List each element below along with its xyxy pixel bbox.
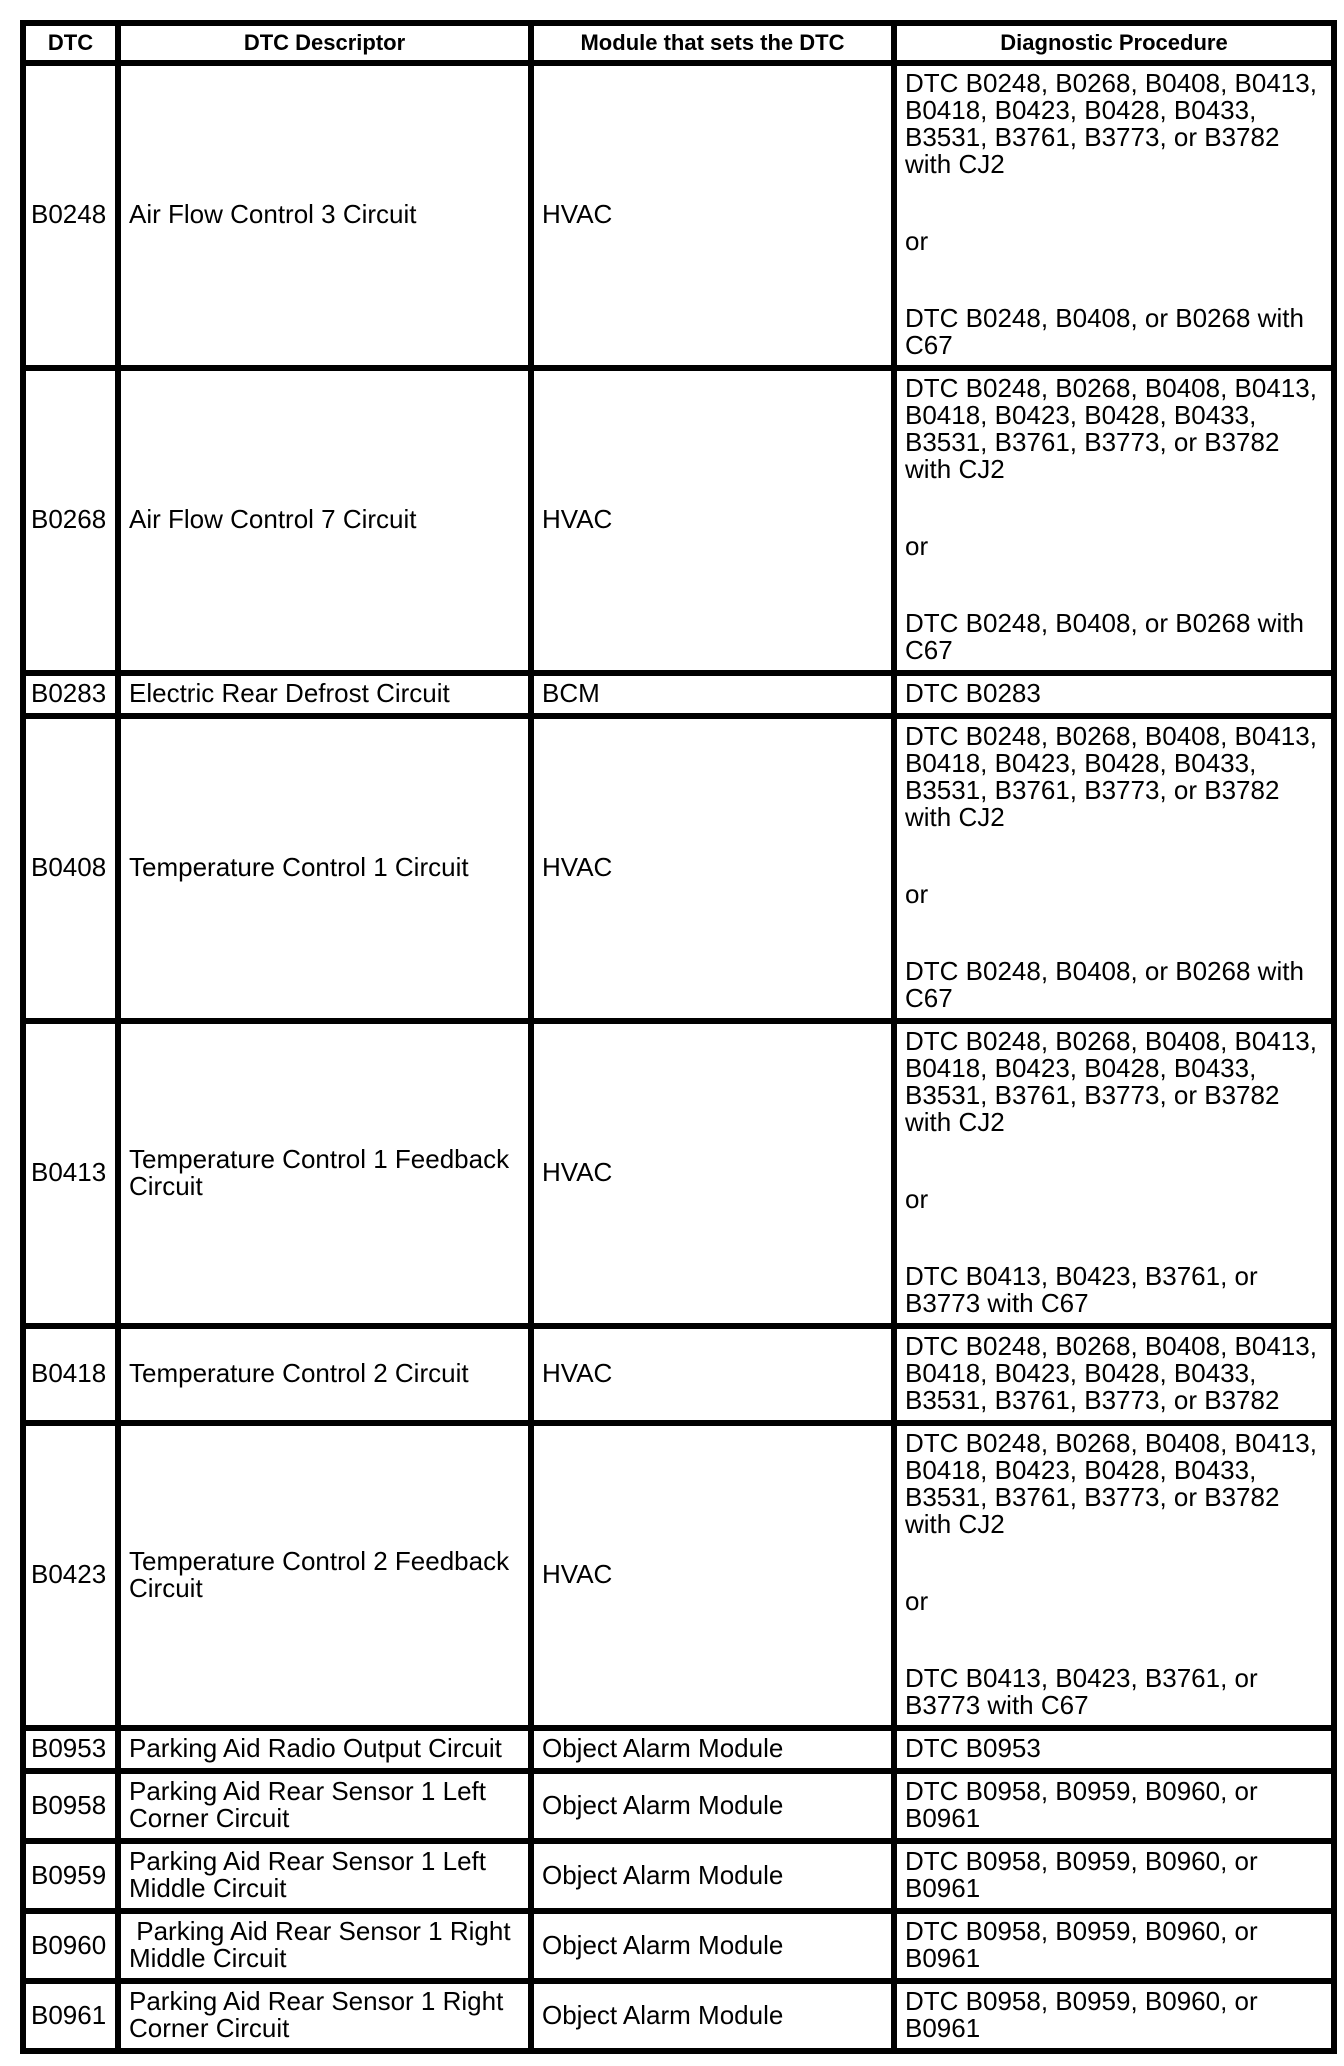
procedure-paragraph: DTC B0248, B0408, or B0268 with C67: [905, 956, 1304, 1013]
descriptor-cell: Electric Rear Defrost Circuit: [118, 673, 531, 716]
module-cell: HVAC: [531, 716, 894, 1021]
dtc-cell: B0283: [23, 673, 118, 716]
procedure-cell: [894, 1771, 1334, 1841]
dtc-cell: B0423: [23, 1423, 118, 1728]
procedure-paragraph: DTC B0283: [905, 678, 1041, 708]
descriptor-cell: Temperature Control 2 Feedback Circuit: [118, 1423, 531, 1728]
dtc-table-body: [23, 63, 1334, 2051]
procedure-paragraph: or: [905, 879, 929, 909]
procedure-paragraph: or: [905, 1184, 929, 1214]
procedure-cell: [894, 368, 1334, 673]
procedure-cell: [894, 1981, 1334, 2051]
descriptor-cell: Parking Aid Rear Sensor 1 Right Corner Circuit: [118, 1981, 531, 2051]
table-row: [23, 1771, 1334, 1841]
module-cell: Object Alarm Module: [531, 1841, 894, 1911]
column-header-dtc: DTC: [23, 23, 118, 63]
dtc-cell: B0960: [23, 1911, 118, 1981]
dtc-cell: B0413: [23, 1021, 118, 1326]
module-cell: Object Alarm Module: [531, 1728, 894, 1771]
dtc-cell: B0958: [23, 1771, 118, 1841]
descriptor-cell: Air Flow Control 3 Circuit: [118, 63, 531, 368]
procedure-cell: [894, 673, 1334, 716]
procedure-paragraph: DTC B0958, B0959, B0960, or B0961: [905, 1986, 1258, 2043]
procedure-paragraph: DTC B0248, B0268, B0408, B0413, B0418, B0423, B0428, B0433, B3531, B3761, B3773, or B3782: [905, 1331, 1317, 1415]
procedure-cell: [894, 1911, 1334, 1981]
table-row: [23, 63, 1334, 368]
table-row: [23, 716, 1334, 1021]
procedure-paragraph: DTC B0413, B0423, B3761, or B3773 with C67: [905, 1663, 1258, 1720]
procedure-cell: [894, 63, 1334, 368]
module-cell: BCM: [531, 673, 894, 716]
module-cell: HVAC: [531, 1021, 894, 1326]
procedure-paragraph: DTC B0953: [905, 1733, 1041, 1763]
procedure-cell: [894, 1326, 1334, 1423]
procedure-paragraph: DTC B0248, B0268, B0408, B0413, B0418, B0423, B0428, B0433, B3531, B3761, B3773, or B3782 with CJ2: [905, 1428, 1317, 1539]
table-row: [23, 1911, 1334, 1981]
module-cell: HVAC: [531, 63, 894, 368]
column-header-procedure: Diagnostic Procedure: [894, 23, 1334, 63]
procedure-paragraph: or: [905, 1586, 929, 1616]
procedure-cell: [894, 1841, 1334, 1911]
procedure-paragraph: or: [905, 531, 929, 561]
dtc-cell: B0408: [23, 716, 118, 1021]
procedure-paragraph: DTC B0958, B0959, B0960, or B0961: [905, 1916, 1258, 1973]
table-row: [23, 1728, 1334, 1771]
procedure-paragraph: DTC B0248, B0268, B0408, B0413, B0418, B0423, B0428, B0433, B3531, B3761, B3773, or B3782 with CJ2: [905, 721, 1317, 832]
descriptor-cell: Air Flow Control 7 Circuit: [118, 368, 531, 673]
dtc-table: [20, 20, 1337, 2054]
procedure-paragraph: DTC B0958, B0959, B0960, or B0961: [905, 1846, 1258, 1903]
dtc-cell: B0953: [23, 1728, 118, 1771]
descriptor-cell: Parking Aid Rear Sensor 1 Left Corner Circuit: [118, 1771, 531, 1841]
procedure-paragraph: DTC B0248, B0268, B0408, B0413, B0418, B0423, B0428, B0433, B3531, B3761, B3773, or B3782 with CJ2: [905, 1026, 1317, 1137]
procedure-paragraph: DTC B0248, B0408, or B0268 with C67: [905, 608, 1304, 665]
table-row: [23, 1021, 1334, 1326]
column-header-module: Module that sets the DTC: [531, 23, 894, 63]
procedure-cell: [894, 716, 1334, 1021]
table-row: [23, 1423, 1334, 1728]
table-row: [23, 1841, 1334, 1911]
module-cell: HVAC: [531, 1423, 894, 1728]
table-row: [23, 368, 1334, 673]
module-cell: Object Alarm Module: [531, 1981, 894, 2051]
descriptor-cell: Parking Aid Rear Sensor 1 Right Middle Circuit: [118, 1911, 531, 1981]
procedure-cell: [894, 1423, 1334, 1728]
dtc-cell: B0961: [23, 1981, 118, 2051]
procedure-paragraph: DTC B0248, B0268, B0408, B0413, B0418, B0423, B0428, B0433, B3531, B3761, B3773, or B3782 with CJ2: [905, 68, 1317, 179]
procedure-paragraph: DTC B0248, B0408, or B0268 with C67: [905, 303, 1304, 360]
descriptor-cell: Parking Aid Rear Sensor 1 Left Middle Circuit: [118, 1841, 531, 1911]
procedure-paragraph: DTC B0958, B0959, B0960, or B0961: [905, 1776, 1258, 1833]
procedure-paragraph: DTC B0413, B0423, B3761, or B3773 with C67: [905, 1261, 1258, 1318]
module-cell: HVAC: [531, 368, 894, 673]
procedure-paragraph: DTC B0248, B0268, B0408, B0413, B0418, B0423, B0428, B0433, B3531, B3761, B3773, or B3782 with CJ2: [905, 373, 1317, 484]
table-row: [23, 673, 1334, 716]
module-cell: Object Alarm Module: [531, 1911, 894, 1981]
module-cell: Object Alarm Module: [531, 1771, 894, 1841]
module-cell: HVAC: [531, 1326, 894, 1423]
dtc-cell: B0268: [23, 368, 118, 673]
dtc-cell: B0248: [23, 63, 118, 368]
procedure-paragraph: or: [905, 226, 929, 256]
descriptor-cell: Temperature Control 1 Circuit: [118, 716, 531, 1021]
procedure-cell: [894, 1021, 1334, 1326]
table-row: [23, 1326, 1334, 1423]
procedure-cell: [894, 1728, 1334, 1771]
table-row: [23, 1981, 1334, 2051]
column-header-descriptor: DTC Descriptor: [118, 23, 531, 63]
descriptor-cell: Temperature Control 1 Feedback Circuit: [118, 1021, 531, 1326]
descriptor-cell: Temperature Control 2 Circuit: [118, 1326, 531, 1423]
dtc-cell: B0959: [23, 1841, 118, 1911]
dtc-cell: B0418: [23, 1326, 118, 1423]
table-header-row: [23, 23, 1334, 63]
descriptor-cell: Parking Aid Radio Output Circuit: [118, 1728, 531, 1771]
